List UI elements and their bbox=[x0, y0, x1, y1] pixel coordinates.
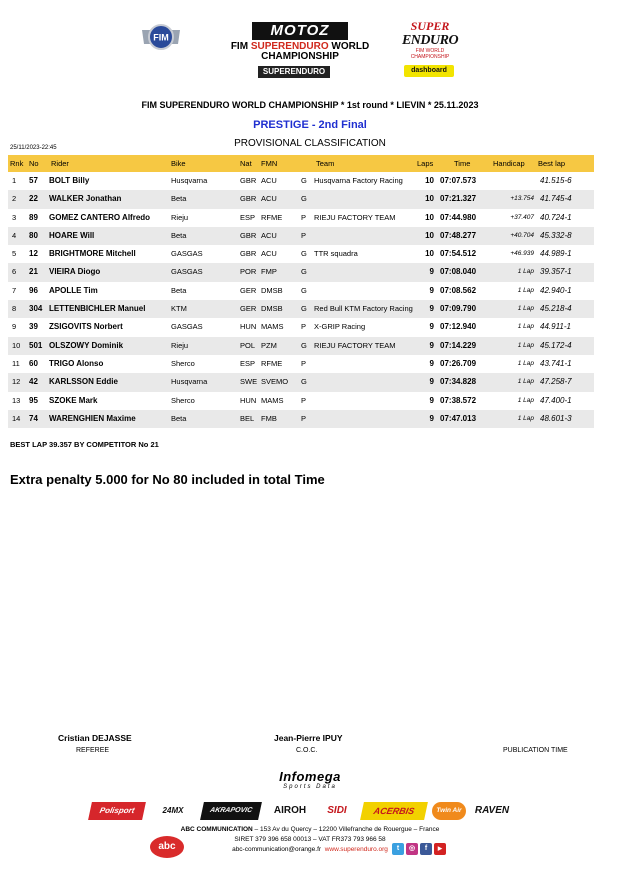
cell-best: 44.911-1 bbox=[540, 322, 571, 332]
cell-fmn: ACU bbox=[261, 176, 277, 185]
cell-laps: 9 bbox=[429, 322, 434, 332]
cell-rnk: 14 bbox=[12, 413, 21, 423]
cell-rider: WALKER Jonathan bbox=[49, 194, 122, 204]
cell-rider: KARLSSON Eddie bbox=[49, 377, 118, 387]
cell-bike: Husqvarna bbox=[171, 377, 208, 387]
table-row bbox=[8, 227, 594, 245]
cell-laps: 9 bbox=[429, 340, 434, 350]
cell-tcls: P bbox=[301, 395, 307, 405]
cell-fmn: ACU bbox=[261, 194, 277, 204]
cell-laps: 9 bbox=[429, 285, 434, 295]
cell-no: 42 bbox=[29, 377, 38, 387]
cell-laps: 10 bbox=[425, 230, 434, 240]
table-row bbox=[8, 245, 594, 263]
twitter-icon[interactable]: t bbox=[392, 843, 404, 855]
cell-rider: WARENGHIEN Maxime bbox=[49, 413, 136, 423]
cell-nat: GER bbox=[240, 285, 257, 295]
col-rnk: Rnk bbox=[10, 159, 24, 168]
cell-tcls: G bbox=[301, 377, 307, 387]
sponsor-logo: AIROH bbox=[273, 805, 307, 816]
col-rider: Rider bbox=[51, 159, 69, 168]
superenduro-small-logo: SUPERENDURO bbox=[258, 66, 330, 78]
cell-time: 07:47.013 bbox=[440, 413, 477, 423]
cell-tcls: P bbox=[301, 230, 307, 240]
cell-rider: BOLT Billy bbox=[49, 176, 90, 185]
cell-no: 39 bbox=[29, 322, 38, 332]
cell-nat: GBR bbox=[240, 230, 257, 240]
cell-laps: 10 bbox=[425, 212, 434, 222]
cell-best: 39.357-1 bbox=[540, 267, 572, 277]
cell-bike: Beta bbox=[171, 230, 187, 240]
cell-team: Husqvarna Factory Racing bbox=[314, 176, 403, 185]
cell-rnk: 6 bbox=[12, 267, 17, 277]
final-title: PRESTIGE - 2nd Final bbox=[253, 119, 367, 131]
cell-fmn: DMSB bbox=[261, 304, 283, 314]
cell-rider: TRIGO Alonso bbox=[49, 358, 104, 368]
cell-fmn: RFME bbox=[261, 212, 283, 222]
cell-rider: HOARE Will bbox=[49, 230, 95, 240]
cell-no: 96 bbox=[29, 285, 38, 295]
cell-time: 07:34.828 bbox=[440, 377, 477, 387]
cell-rnk: 10 bbox=[12, 340, 21, 350]
cell-no: 12 bbox=[29, 249, 38, 259]
cell-rnk: 13 bbox=[12, 395, 21, 405]
cell-no: 501 bbox=[29, 340, 43, 350]
cell-nat: SWE bbox=[240, 377, 258, 387]
cell-rnk: 9 bbox=[12, 322, 17, 332]
cell-handicap: 1 Lap bbox=[517, 341, 534, 349]
cell-bike: Sherco bbox=[171, 395, 195, 405]
abc-logo: abc bbox=[150, 836, 184, 858]
infomega-logo: Infomega Sports Data bbox=[279, 769, 341, 790]
cell-nat: ESP bbox=[240, 212, 256, 222]
cell-handicap: 1 Lap bbox=[517, 323, 534, 331]
results-table bbox=[8, 155, 594, 428]
cell-time: 07:07.573 bbox=[440, 176, 477, 185]
cell-laps: 10 bbox=[425, 176, 434, 185]
championship-logo-title: FIM SUPERENDURO WORLD CHAMPIONSHIP bbox=[230, 41, 370, 62]
cell-bike: Sherco bbox=[171, 358, 195, 368]
cell-handicap: 1 Lap bbox=[517, 305, 534, 313]
cell-laps: 10 bbox=[425, 194, 434, 204]
cell-rider: GOMEZ CANTERO Alfredo bbox=[49, 212, 151, 222]
footer-contact bbox=[0, 846, 620, 854]
cell-time: 07:12.940 bbox=[440, 322, 477, 332]
cell-tcls: G bbox=[301, 340, 307, 350]
cell-team: TTR squadra bbox=[314, 249, 358, 259]
cell-handicap: 1 Lap bbox=[517, 396, 534, 404]
cell-best: 48.601-3 bbox=[540, 413, 572, 423]
table-row bbox=[8, 209, 594, 227]
col-handicap: Handicap bbox=[493, 159, 525, 168]
cell-handicap: 1 Lap bbox=[517, 359, 534, 367]
cell-fmn: FMP bbox=[261, 267, 277, 277]
cell-no: 74 bbox=[29, 413, 38, 423]
cell-tcls: G bbox=[301, 176, 307, 185]
cell-rider: VIEIRA Diogo bbox=[49, 267, 101, 277]
cell-rnk: 12 bbox=[12, 377, 21, 387]
cell-nat: GBR bbox=[240, 194, 257, 204]
cell-team: RIEJU FACTORY TEAM bbox=[314, 212, 396, 222]
instagram-icon[interactable]: ◎ bbox=[406, 843, 418, 855]
cell-best: 41.515-6 bbox=[540, 176, 572, 185]
cell-laps: 9 bbox=[429, 413, 434, 423]
table-row bbox=[8, 337, 594, 355]
penalty-note: Extra penalty 5.000 for No 80 included in total Time bbox=[10, 472, 325, 487]
timestamp: 25/11/2023-22:45 bbox=[10, 145, 57, 151]
sponsor-logo: AKRAPOVIC bbox=[200, 802, 262, 820]
cell-time: 07:54.512 bbox=[440, 249, 477, 259]
svg-text:FIM: FIM bbox=[153, 32, 169, 43]
cell-best: 47.400-1 bbox=[540, 395, 572, 405]
sponsor-logo: ACERBIS bbox=[360, 802, 428, 820]
facebook-icon[interactable]: f bbox=[420, 843, 432, 855]
cell-handicap: 1 Lap bbox=[517, 286, 534, 294]
cell-nat: ESP bbox=[240, 358, 256, 368]
col-bike: Bike bbox=[171, 159, 186, 168]
cell-best: 41.745-4 bbox=[540, 194, 572, 204]
cell-fmn: ACU bbox=[261, 249, 277, 259]
cell-fmn: MAMS bbox=[261, 322, 284, 332]
table-row bbox=[8, 172, 594, 190]
cell-bike: GASGAS bbox=[171, 267, 203, 277]
event-title: FIM SUPERENDURO WORLD CHAMPIONSHIP * 1st round * LIEVIN * 25.11.2023 bbox=[141, 100, 479, 110]
cell-fmn: MAMS bbox=[261, 395, 284, 405]
cell-best: 45.332-8 bbox=[540, 230, 572, 240]
cell-laps: 10 bbox=[425, 249, 434, 259]
cell-handicap: 1 Lap bbox=[517, 414, 534, 422]
table-row bbox=[8, 282, 594, 300]
cell-time: 07:21.327 bbox=[440, 194, 477, 204]
col-fmn: FMN bbox=[261, 159, 278, 168]
table-row bbox=[8, 355, 594, 373]
cell-fmn: FMB bbox=[261, 413, 277, 423]
cell-laps: 9 bbox=[429, 377, 434, 387]
cell-laps: 9 bbox=[429, 304, 434, 314]
sponsor-logo: Twin Air bbox=[432, 802, 466, 820]
cell-time: 07:14.229 bbox=[440, 340, 477, 350]
sponsor-logo: 24MX bbox=[162, 806, 184, 815]
table-row bbox=[8, 392, 594, 410]
table-header bbox=[8, 155, 594, 172]
cell-rider: APOLLE Tim bbox=[49, 285, 98, 295]
sponsor-strip bbox=[90, 802, 530, 822]
cell-rider: SZOKE Mark bbox=[49, 395, 98, 405]
cell-best: 44.989-1 bbox=[540, 249, 572, 259]
cell-handicap: +40.704 bbox=[510, 231, 534, 239]
table-body bbox=[8, 172, 594, 428]
cell-no: 60 bbox=[29, 358, 38, 368]
cell-no: 57 bbox=[29, 176, 38, 185]
referee-name: Cristian DEJASSE bbox=[58, 733, 132, 743]
coc-name: Jean-Pierre IPUY bbox=[274, 733, 343, 743]
col-team: Team bbox=[316, 159, 335, 168]
motoz-logo: MOTOZ bbox=[252, 22, 348, 40]
super-enduro-logo: SUPER ENDURO FIM WORLD CHAMPIONSHIP bbox=[401, 19, 459, 60]
cell-rnk: 5 bbox=[12, 249, 17, 259]
cell-bike: GASGAS bbox=[171, 322, 203, 332]
cell-handicap: +13.754 bbox=[510, 195, 534, 203]
best-lap-note: BEST LAP 39.357 BY COMPETITOR No 21 bbox=[10, 440, 159, 449]
cell-nat: GER bbox=[240, 304, 257, 314]
cell-rnk: 7 bbox=[12, 285, 17, 295]
cell-tcls: G bbox=[301, 194, 307, 204]
cell-bike: GASGAS bbox=[171, 249, 203, 259]
footer-address: ABC COMMUNICATION – 153 Av du Quercy – 12200 Villefranche de Rouergue – France bbox=[180, 826, 440, 833]
cell-rnk: 4 bbox=[12, 230, 17, 240]
cell-tcls: G bbox=[301, 249, 307, 259]
cell-bike: Beta bbox=[171, 413, 187, 423]
cell-no: 22 bbox=[29, 194, 38, 204]
cell-bike: Husqvarna bbox=[171, 176, 208, 185]
cell-time: 07:08.562 bbox=[440, 285, 477, 295]
cell-time: 07:09.790 bbox=[440, 304, 477, 314]
cell-nat: HUN bbox=[240, 395, 257, 405]
classification-title: PROVISIONAL CLASSIFICATION bbox=[234, 138, 386, 149]
cell-bike: Rieju bbox=[171, 340, 189, 350]
cell-team: Red Bull KTM Factory Racing bbox=[314, 304, 413, 314]
footer-website[interactable]: www.superenduro.org bbox=[324, 846, 388, 853]
cell-time: 07:44.980 bbox=[440, 212, 477, 222]
cell-best: 40.724-1 bbox=[540, 212, 572, 222]
cell-tcls: P bbox=[301, 212, 307, 222]
col-nat: Nat bbox=[240, 159, 252, 168]
cell-bike: Beta bbox=[171, 285, 187, 295]
col-no: No bbox=[29, 159, 39, 168]
table-row bbox=[8, 373, 594, 391]
table-row bbox=[8, 410, 594, 428]
cell-tcls: P bbox=[301, 413, 307, 423]
cell-rnk: 11 bbox=[12, 358, 20, 368]
cell-fmn: SVEMO bbox=[261, 377, 289, 387]
cell-handicap: +46.939 bbox=[510, 250, 534, 258]
cell-time: 07:48.277 bbox=[440, 230, 477, 240]
cell-no: 304 bbox=[29, 304, 43, 314]
cell-team: RIEJU FACTORY TEAM bbox=[314, 340, 396, 350]
sponsor-logo: Polisport bbox=[88, 802, 146, 820]
dashboard-badge: dashboard bbox=[404, 65, 454, 77]
cell-fmn: ACU bbox=[261, 230, 277, 240]
cell-fmn: PZM bbox=[261, 340, 277, 350]
coc-role: C.O.C. bbox=[296, 747, 318, 754]
cell-rider: BRIGHTMORE Mitchell bbox=[49, 249, 136, 259]
publication-time-label: PUBLICATION TIME bbox=[503, 747, 568, 754]
cell-team: X-GRIP Racing bbox=[314, 322, 366, 332]
cell-bike: Rieju bbox=[171, 212, 189, 222]
cell-tcls: P bbox=[301, 358, 307, 368]
cell-no: 80 bbox=[29, 230, 38, 240]
cell-fmn: RFME bbox=[261, 358, 283, 368]
cell-rnk: 8 bbox=[12, 304, 17, 314]
cell-nat: POR bbox=[240, 267, 257, 277]
table-row bbox=[8, 300, 594, 318]
cell-rnk: 3 bbox=[12, 212, 17, 222]
youtube-icon[interactable]: ▶ bbox=[434, 843, 446, 855]
cell-nat: POL bbox=[240, 340, 256, 350]
cell-no: 89 bbox=[29, 212, 38, 222]
cell-time: 07:38.572 bbox=[440, 395, 477, 405]
cell-nat: GBR bbox=[240, 249, 257, 259]
cell-rnk: 2 bbox=[12, 194, 17, 204]
table-row bbox=[8, 190, 594, 208]
cell-tcls: P bbox=[301, 322, 307, 332]
cell-handicap: 1 Lap bbox=[517, 268, 534, 276]
cell-tcls: G bbox=[301, 267, 307, 277]
cell-nat: GBR bbox=[240, 176, 257, 185]
cell-tcls: G bbox=[301, 304, 307, 314]
cell-rider: OLSZOWY Dominik bbox=[49, 340, 124, 350]
cell-rnk: 1 bbox=[12, 176, 17, 185]
cell-laps: 9 bbox=[429, 267, 434, 277]
cell-best: 45.218-4 bbox=[540, 304, 572, 314]
table-row bbox=[8, 263, 594, 281]
cell-rider: LETTENBICHLER Manuel bbox=[49, 304, 146, 314]
cell-handicap: +37.407 bbox=[510, 213, 534, 221]
cell-best: 42.940-1 bbox=[540, 285, 572, 295]
sponsor-logo: SIDI bbox=[327, 805, 347, 816]
referee-role: REFEREE bbox=[76, 747, 110, 754]
cell-nat: HUN bbox=[240, 322, 257, 332]
col-time: Time bbox=[454, 159, 471, 168]
col-best-lap: Best lap bbox=[538, 159, 566, 168]
cell-nat: BEL bbox=[240, 413, 255, 423]
cell-best: 47.258-7 bbox=[540, 377, 572, 387]
cell-rider: ZSIGOVITS Norbert bbox=[49, 322, 123, 332]
cell-time: 07:26.709 bbox=[440, 358, 477, 368]
cell-laps: 9 bbox=[429, 358, 434, 368]
cell-no: 21 bbox=[29, 267, 38, 277]
cell-bike: KTM bbox=[171, 304, 187, 314]
cell-laps: 9 bbox=[429, 395, 434, 405]
sponsor-logo: RAVEN bbox=[474, 805, 510, 816]
col-laps: Laps bbox=[417, 159, 434, 168]
footer-siret: SIRET 379 396 658 00013 – VAT FR373 793 966 58 bbox=[234, 836, 386, 843]
cell-handicap: 1 Lap bbox=[517, 378, 534, 386]
cell-bike: Beta bbox=[171, 194, 187, 204]
cell-best: 45.172-4 bbox=[540, 340, 572, 350]
cell-no: 95 bbox=[29, 395, 38, 405]
cell-tcls: G bbox=[301, 285, 307, 295]
cell-fmn: DMSB bbox=[261, 285, 283, 295]
table-row bbox=[8, 318, 594, 336]
fim-logo bbox=[140, 22, 182, 52]
cell-best: 43.741-1 bbox=[540, 358, 572, 368]
footer-email[interactable]: abc-communication@orange.fr bbox=[232, 846, 322, 853]
cell-time: 07:08.040 bbox=[440, 267, 477, 277]
